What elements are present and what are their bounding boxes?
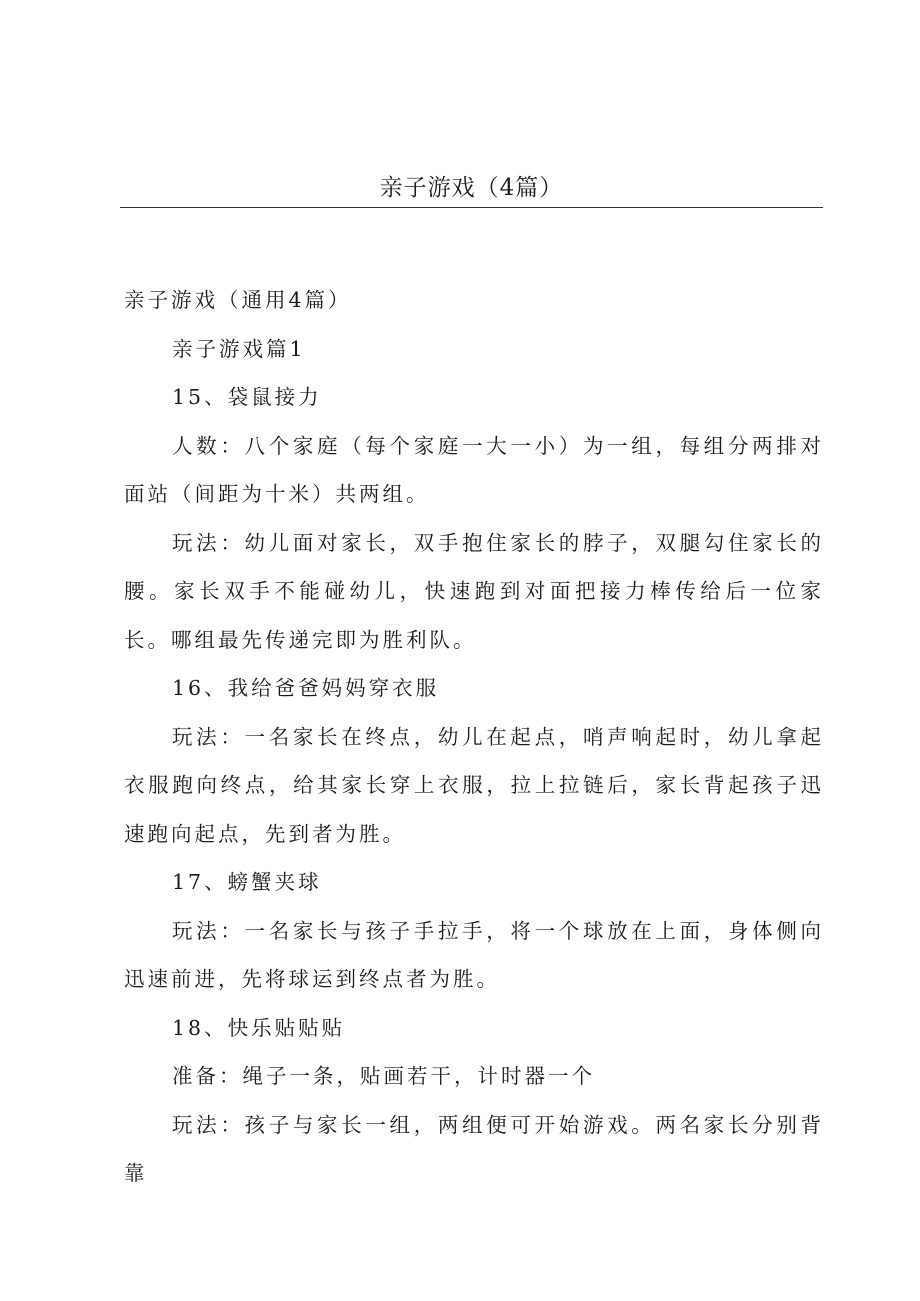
document-body [124, 276, 824, 1198]
game-heading-15: 15、袋鼠接力 [172, 385, 322, 409]
game-18-preparation: 准备：绳子一条，贴画若干，计时器一个 [172, 1064, 595, 1088]
game-15-rules: 玩法：幼儿面对家长，双手抱住家长的脖子，双腿勾住家长的腰。家长双手不能碰幼儿，快速跑到对面把接力棒传给后一位家长。哪组最先传递完即为胜利队。 [124, 530, 824, 652]
game-18-rules: 玩法：孩子与家长一组，两组便可开始游戏。两名家长分别背靠 [124, 1112, 824, 1185]
game-17-rules: 玩法：一名家长与孩子手拉手，将一个球放在上面，身体侧向迅速前进，先将球运到终点者为胜。 [124, 918, 824, 991]
game-heading-17: 17、螃蟹夹球 [172, 870, 322, 894]
subtitle-paragraph: 亲子游戏（通用4篇） [124, 288, 352, 312]
game-16-rules: 玩法：一名家长在终点，幼儿在起点，哨声响起时，幼儿拿起衣服跑向终点，给其家长穿上衣服，拉上拉链后，家长背起孩子迅速跑向起点，先到者为胜。 [124, 724, 824, 846]
game-heading-16: 16、我给爸爸妈妈穿衣服 [172, 676, 440, 700]
document-title: 亲子游戏（4篇） [379, 175, 564, 201]
game-15-participants: 人数：八个家庭（每个家庭一大一小）为一组，每组分两排对面站（间距为十米）共两组。 [124, 433, 824, 506]
title-underline [120, 207, 823, 208]
game-heading-18: 18、快乐贴贴贴 [172, 1015, 346, 1040]
section-heading: 亲子游戏篇1 [172, 336, 306, 361]
